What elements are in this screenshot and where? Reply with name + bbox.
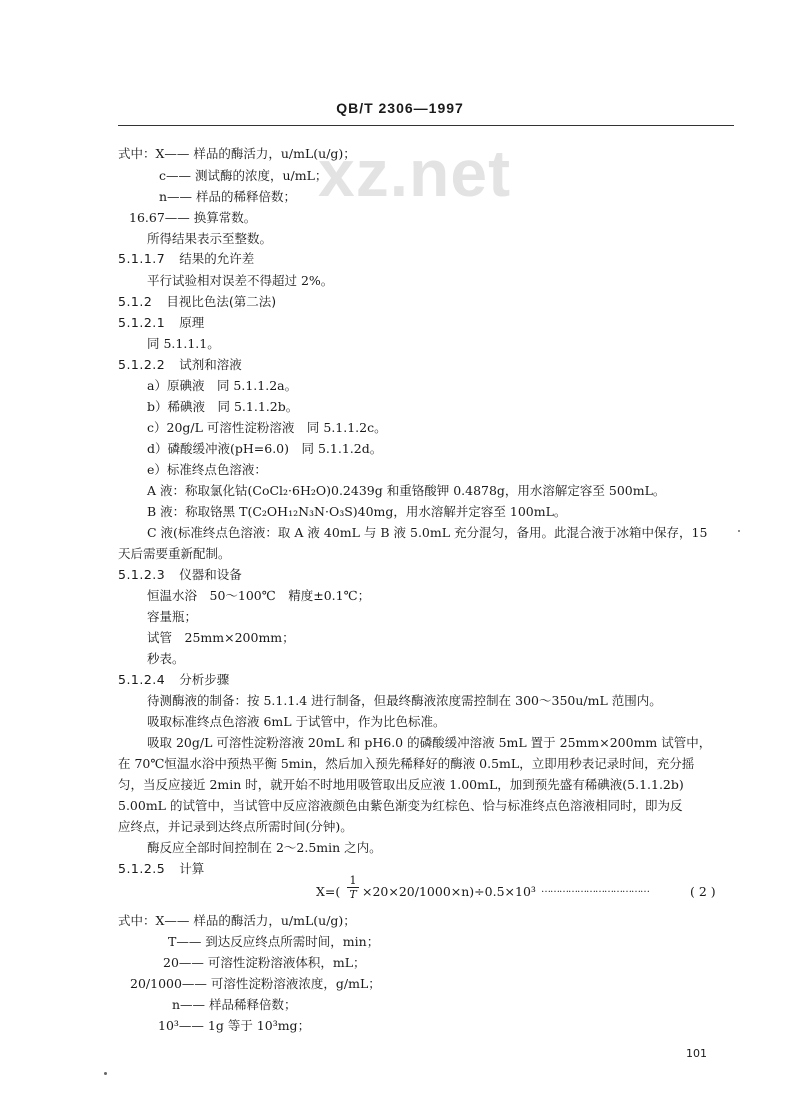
formula-leader: ……………………………… bbox=[541, 884, 649, 895]
paragraph-line: 5.00mL 的试管中，当试管中反应溶液颜色由紫色渐变为红棕色、恰与标准终点色溶液相同时，即为反 bbox=[118, 798, 683, 813]
section-number: 5.1.2.2 bbox=[118, 357, 166, 372]
fraction-numerator: 1 bbox=[347, 874, 359, 888]
variable-definition-line: 20—— 可溶性淀粉溶液体积，mL； bbox=[163, 955, 366, 970]
paragraph-line: C 液(标准终点色溶液：取 A 液 40mL 与 B 液 5.0mL 充分混匀，备用。此混合液于冰箱中保存，15 bbox=[147, 525, 708, 540]
variable-definition-line: 20/1000—— 可溶性淀粉溶液浓度，g/mL； bbox=[130, 976, 381, 991]
paragraph-line: B 液：称取铬黑 T(C₂OH₁₂N₃N·O₃S)40mg，用水溶解并定容至 100mL。 bbox=[147, 504, 567, 519]
paragraph-line: 平行试验相对误差不得超过 2%。 bbox=[147, 273, 334, 288]
section-number: 5.1.2.1 bbox=[118, 315, 166, 330]
paragraph-line: 天后需要重新配制。 bbox=[118, 546, 231, 561]
variable-definition-line: n—— 样品稀释倍数； bbox=[172, 997, 297, 1012]
equipment-item: 恒温水浴 50～100℃ 精度±0.1℃； bbox=[147, 588, 371, 603]
variable-definition-line: T—— 到达反应终点所需时间，min； bbox=[168, 934, 380, 949]
equipment-item: 试管 25mm×200mm； bbox=[147, 630, 295, 645]
standard-number: QB/T 2306—1997 bbox=[336, 100, 464, 116]
section-heading bbox=[118, 672, 229, 687]
section-heading bbox=[118, 357, 242, 372]
equipment-item: 容量瓶； bbox=[147, 609, 198, 624]
formula-lhs: X=( bbox=[316, 884, 341, 899]
section-heading bbox=[118, 567, 242, 582]
paragraph-line: 酶反应全部时间控制在 2～2.5min 之内。 bbox=[147, 840, 382, 855]
variable-definition-line: n—— 样品的稀释倍数； bbox=[159, 189, 297, 204]
variable-definition-line: 10³—— 1g 等于 10³mg； bbox=[158, 1018, 311, 1033]
variable-definition-line: 16.67—— 换算常数。 bbox=[129, 210, 257, 225]
paragraph-line: 待测酶液的制备：按 5.1.1.4 进行制备，但最终酶液浓度需控制在 300～350u/mL 范围内。 bbox=[147, 693, 662, 708]
paragraph-line: 在 70℃恒温水浴中预热平衡 5min，然后加入预先稀释好的酶液 0.5mL，立即用秒表记录时间，充分摇 bbox=[118, 756, 695, 771]
paragraph-line: 所得结果表示至整数。 bbox=[147, 231, 273, 246]
header-rule bbox=[118, 125, 734, 126]
list-item: c）20g/L 可溶性淀粉溶液 同 5.1.1.2c。 bbox=[147, 420, 387, 435]
section-title: 结果的允许差 bbox=[179, 251, 255, 266]
section-number: 5.1.2.3 bbox=[118, 567, 166, 582]
section-heading bbox=[118, 315, 204, 330]
variable-definition-line: c—— 测试酶的浓度，u/mL； bbox=[159, 168, 328, 183]
page-number: 101 bbox=[686, 1047, 707, 1060]
scan-speck bbox=[738, 530, 740, 532]
paragraph-line: 吸取标准终点色溶液 6mL 于试管中，作为比色标准。 bbox=[147, 714, 446, 729]
section-title: 试剂和溶液 bbox=[179, 357, 242, 372]
fraction-denominator: T bbox=[349, 888, 357, 901]
section-number: 5.1.2.5 bbox=[118, 861, 166, 876]
variable-definition-line: 式中：X—— 样品的酶活力，u/mL(u/g)； bbox=[118, 146, 356, 161]
paragraph-line: 吸取 20g/L 可溶性淀粉溶液 20mL 和 pH6.0 的磷酸缓冲溶液 5mL 置于 25mm×200mm 试管中， bbox=[147, 735, 712, 750]
section-heading bbox=[118, 861, 204, 876]
section-title: 目视比色法(第二法) bbox=[166, 294, 277, 309]
watermark: xz.net bbox=[318, 136, 512, 210]
list-item: d）磷酸缓冲液(pH=6.0) 同 5.1.1.2d。 bbox=[147, 441, 383, 456]
section-number: 5.1.2.4 bbox=[118, 672, 166, 687]
formula-rhs: ×20×20/1000×n)÷0.5×10³ bbox=[362, 884, 536, 899]
paragraph-line: A 液：称取氯化钴(CoCl₂·6H₂O)0.2439g 和重铬酸钾 0.4878g，用水溶解定容至 500mL。 bbox=[147, 483, 666, 498]
section-heading bbox=[118, 251, 254, 266]
section-heading bbox=[118, 294, 276, 309]
section-number: 5.1.2 bbox=[118, 294, 153, 309]
formula-fraction bbox=[347, 874, 359, 901]
section-title: 原理 bbox=[179, 315, 205, 330]
section-title: 仪器和设备 bbox=[179, 567, 242, 582]
variable-definition-line: 式中：X—— 样品的酶活力，u/mL(u/g)； bbox=[118, 913, 356, 928]
list-item: b）稀碘液 同 5.1.1.2b。 bbox=[147, 399, 299, 414]
section-number: 5.1.1.7 bbox=[118, 251, 166, 266]
section-title: 分析步骤 bbox=[179, 672, 230, 687]
scan-speck bbox=[104, 1072, 107, 1075]
list-item: a）原碘液 同 5.1.1.2a。 bbox=[147, 378, 298, 393]
paragraph-line: 匀，当反应接近 2min 时，就开始不时地用吸管取出反应液 1.00mL，加到预先盛有稀碘液(5.1.1.2b) bbox=[118, 777, 684, 792]
equation-number: ( 2 ) bbox=[690, 884, 716, 899]
equipment-item: 秒表。 bbox=[147, 651, 185, 666]
paragraph-line: 应终点，并记录到达终点所需时间(分钟)。 bbox=[118, 819, 353, 834]
list-item: e）标准终点色溶液： bbox=[147, 462, 267, 477]
section-title: 计算 bbox=[179, 861, 205, 876]
paragraph-line: 同 5.1.1.1。 bbox=[147, 336, 220, 351]
